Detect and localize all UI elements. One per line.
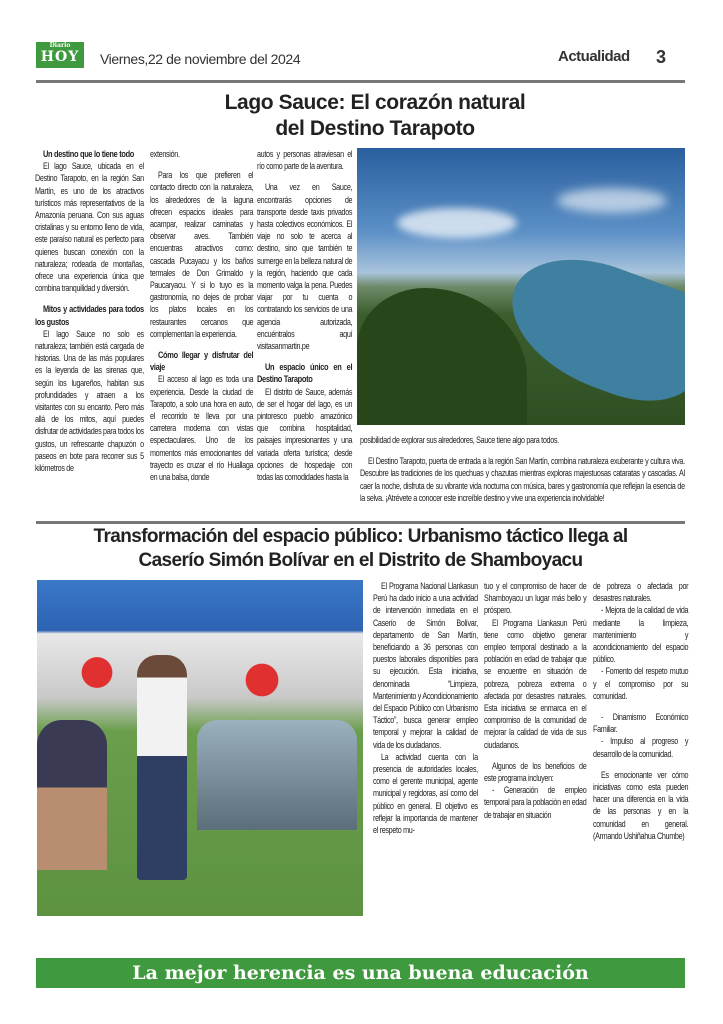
paragraph: autos y personas atraviesan el río como parte de la aventura. xyxy=(257,149,353,172)
paragraph: - Impulso al progreso y desarrollo de la comunidad. xyxy=(593,736,689,759)
paragraph: Es emocionante ver cómo iniciativas como esta pueden hacer una diferencia en la vida de las personas y en la comunidad en general. (Armando Ushiñahua Chumbe) xyxy=(593,769,689,841)
article2-column-1 xyxy=(373,580,478,836)
paragraph: El Programa Nacional Llankasun Perú ha dado inicio a una actividad de intervención inmediata en el Caserío de Simón Bolívar, departamento de San Martín, beneficiando a 36 personas con puestos laborales disponibles para su ejecución. Esta iniciativa, denominada “Limpieza, Mantenimiento y Acondicionamiento del Espacio Público con Urbanismo Táctico”, busca generar empleo temporal y mejorar la calidad de vida de los ciudadanos. xyxy=(373,581,478,750)
paragraph: posibilidad de explorar sus alrededores, Sauce tiene algo para todos. xyxy=(360,435,559,445)
article1-column-3 xyxy=(257,148,352,483)
header-divider xyxy=(36,80,685,83)
article1-title xyxy=(150,90,600,142)
article1-column-2 xyxy=(150,148,253,483)
subheading: Un espacio único en el Destino Tarapoto xyxy=(257,362,353,385)
paragraph: - Generación de empleo temporal para la población en edad de trabajar en situación xyxy=(484,785,587,820)
subheading: Cómo llegar y disfrutar del viaje xyxy=(150,350,254,373)
paragraph: Para los que prefieren el contacto directo con la naturaleza, los alrededores de la laguna ofrecen espacios ideales para acampar, realizar caminatas y observar aves. También encuentras atractivos como: cascada Pucayacu y los baños termales de Don Grimaldo y Paucaryacu. Y si lo tuyo es la gastronomía, no dejes de probar los platos locales en los restaurantes cercanos que complementan la experiencia. xyxy=(150,170,254,339)
paragraph: El acceso al lago es toda una experiencia. Desde la ciudad de Tarapoto, a solo una hora en auto, el recorrido te lleva por una carretera moderna con vistas espectaculares. Uno de los momentos más emocionantes del trayecto es cruzar el río Huallaga en una balsa, donde xyxy=(150,374,254,483)
title-line: Caserío Simón Bolívar en el Distrito de Shamboyacu xyxy=(138,550,583,571)
event-photo xyxy=(37,580,363,916)
page-number: 3 xyxy=(656,47,667,67)
paragraph: El Programa Llankasun Perú tiene como objetivo generar empleo temporal destinado a la población en edad de trabajar que se encuentre en situación de pobreza, pobreza extrema o afectada por desastres naturales. Esta iniciativa se enmarca en el compromiso de la comunidad de mejorar la calidad de vida de sus ciudadanos. xyxy=(484,617,587,750)
paragraph: El Destino Tarapoto, puerta de entrada a la región San Martín, combina naturaleza exuberante y cultura viva. Descubre las tradiciones de los quechuas y chazutas mientras exploras majestuosas cataratas y cascadas. Al caer la noche, disfruta de su vibrante vida nocturna con música, bares y gastronomía que reflejan la esencia de la selva. ¡Atrévete a conocer este increíble destino y vive una experiencia inolvidable! xyxy=(360,456,685,503)
article-divider xyxy=(36,521,685,524)
paragraph: tuo y el compromiso de hacer de Shamboyacu un lugar más bello y próspero. xyxy=(484,581,587,616)
article2-column-2 xyxy=(484,580,586,821)
paragraph: El distrito de Sauce, además de ser el hogar del lago, es un pintoresco pueblo amazónico que combina hospitalidad, paisajes impresionantes y una variada oferta turística; desde opciones de hospedaje con todas las comodidades hasta la xyxy=(257,386,353,483)
slogan-banner: La mejor herencia es una buena educación xyxy=(36,958,685,988)
paragraph: El lago Sauce, ubicada en el Destino Tarapoto, en la región San Martín, es uno de los atractivos turísticos más representativos de la Amazonía peruana. Con sus aguas cristalinas y su entorno lleno de vida, este paraíso natural es perfecto para quienes buscan conexión con la naturaleza; rodeada de montañas, ofrece una experiencia única que combina tranquilidad y diversión. xyxy=(35,161,144,294)
article2-title xyxy=(36,525,685,573)
paragraph: - Dinamismo Económico Familiar. xyxy=(593,712,689,735)
paragraph: Una vez en Sauce, encontrarás opciones de transporte desde taxis privados hasta colectivos económicos. El viaje no solo te acerca al destino, sino que también te sumerge en la belleza natural de la región, haciendo que cada momento valga la pena. Puedes viajar por tu cuenta o contratando los servicios de una agencia autorizada, encuéntralos aquí visitasanmartin.pe xyxy=(257,182,353,352)
issue-date: Viernes,22 de noviembre del 2024 xyxy=(100,51,301,67)
paragraph: de pobreza o afectada por desastres naturales. xyxy=(593,581,689,604)
paragraph: extensión. xyxy=(150,149,180,159)
newspaper-logo xyxy=(36,42,84,68)
paragraph: - Fomento del respeto mutuo y el compromiso por su comunidad. xyxy=(593,666,689,701)
subheading: Un destino que lo tiene todo xyxy=(43,149,135,159)
title-line: Lago Sauce: El corazón natural xyxy=(224,91,526,114)
logo-small-text: Diario xyxy=(49,42,71,49)
section-name: Actualidad xyxy=(558,48,630,65)
title-line: del Destino Tarapoto xyxy=(275,117,475,140)
paragraph: La actividad cuenta con la presencia de autoridades locales, como el gerente municipal, agente municipal y regidoras, así como del público en general. El objetivo es reflejar la importancia de mantener el respeto mu- xyxy=(373,751,478,836)
subheading: Mitos y actividades para todos los gustos xyxy=(35,304,144,327)
logo-big-text: HOY xyxy=(40,49,80,65)
article2-column-3 xyxy=(593,580,688,842)
title-line: Transformación del espacio público: Urbanismo táctico llega al xyxy=(93,526,628,547)
paragraph: Algunos de los beneficios de este programa incluyen: xyxy=(484,760,587,784)
paragraph: - Mejora de la calidad de vida mediante la limpieza, mantenimiento y acondicionamiento del espacio público. xyxy=(593,605,689,665)
paragraph: El lago Sauce no solo es naturaleza; también está cargada de historias. Una de las más populares es la leyenda de las sirenas que, según los lugareños, habitan sus profundidades y atraen a los visitantes con su encanto. Pero más allá de los mitos, aquí puedes disfrutar de actividades para todos los gustos, un refrescante chapuzón o paseos en bote para recorrer sus 5 kilómetros de xyxy=(35,328,144,474)
lake-sauce-photo xyxy=(357,148,685,425)
article1-wide-text xyxy=(360,434,685,504)
article1-column-1 xyxy=(35,148,144,474)
